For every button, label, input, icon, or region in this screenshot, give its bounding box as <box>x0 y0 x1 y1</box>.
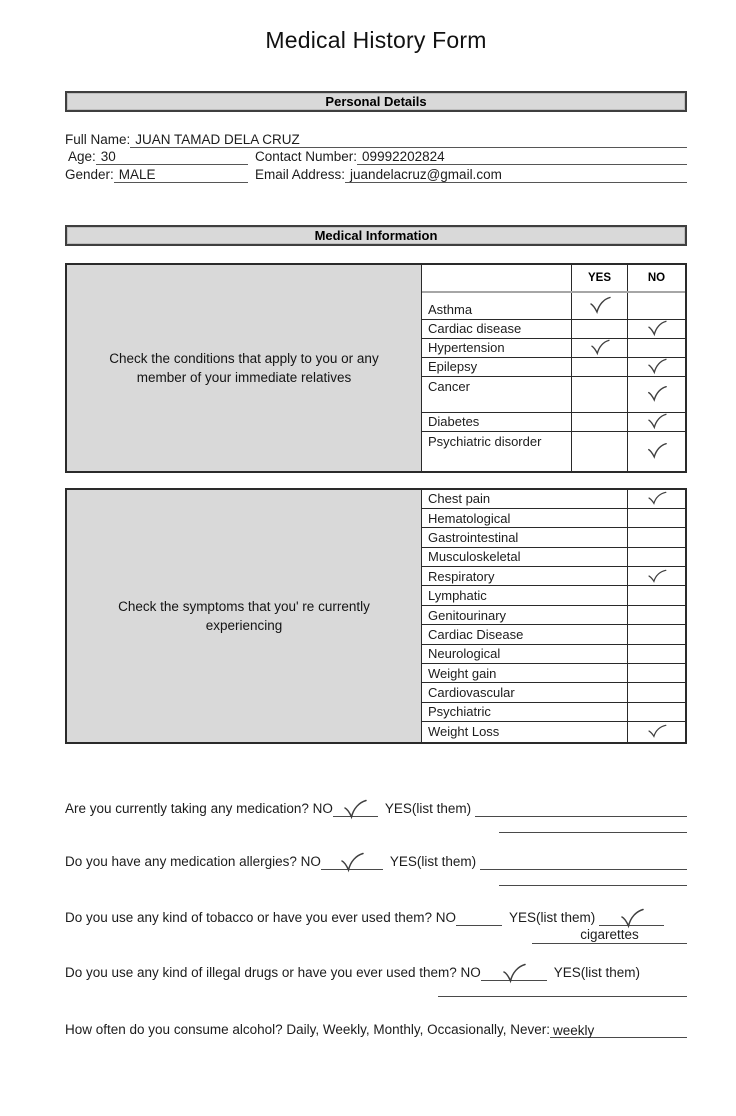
condition-yes-cell[interactable] <box>572 293 628 319</box>
questions-section <box>65 797 687 1038</box>
question-medication-text: Are you currently taking any medication? NO <box>65 800 333 816</box>
conditions-header-spacer <box>422 265 572 291</box>
tobacco-answer-line[interactable] <box>532 926 687 944</box>
allergies-yes-label: YES(list them) <box>389 853 477 869</box>
condition-row-cancer <box>422 377 685 413</box>
medical-information-header: Medical Information <box>65 225 687 246</box>
allergies-yes-blank[interactable] <box>480 855 687 870</box>
medication-continuation-row <box>65 817 687 833</box>
checkmark-icon <box>646 320 668 337</box>
symptom-check-cell[interactable] <box>628 548 685 566</box>
symptom-row <box>422 722 685 741</box>
symptom-row <box>422 548 685 567</box>
symptom-check-cell[interactable] <box>628 683 685 701</box>
condition-label: Psychiatric disorder <box>422 432 572 471</box>
medication-yes-blank[interactable] <box>475 802 687 817</box>
medication-continuation-line[interactable] <box>499 817 687 833</box>
allergies-continuation-row <box>65 870 687 886</box>
tobacco-no-blank[interactable] <box>456 911 502 926</box>
symptom-label: Gastrointestinal <box>422 528 628 546</box>
question-alcohol-text: How often do you consume alcohol? Daily, Weekly, Monthly, Occasionally, Never: <box>65 1021 550 1037</box>
condition-label: Cardiac disease <box>422 320 572 338</box>
question-drugs-text: Do you use any kind of illegal drugs or have you ever used them? NO <box>65 964 481 980</box>
symptoms-table <box>65 488 687 744</box>
tobacco-yes-blank[interactable] <box>599 911 664 926</box>
medication-yes-label: YES(list them) <box>384 800 472 816</box>
page-title: Medical History Form <box>265 27 487 53</box>
medication-answer <box>475 802 478 817</box>
symptom-check-cell[interactable] <box>628 625 685 643</box>
symptom-row <box>422 509 685 528</box>
email-field[interactable]: juandelacruz@gmail.com <box>345 167 687 183</box>
symptom-check-cell[interactable] <box>628 606 685 624</box>
symptom-row <box>422 490 685 509</box>
symptom-label: Chest pain <box>422 490 628 508</box>
full-name-field[interactable]: JUAN TAMAD DELA CRUZ <box>130 132 687 148</box>
symptoms-prompt: Check the symptoms that you' re currently experiencing <box>67 490 422 742</box>
condition-row-hypertension <box>422 339 685 358</box>
symptom-check-cell[interactable] <box>628 703 685 721</box>
question-allergies <box>65 850 687 870</box>
symptom-check-cell[interactable] <box>628 664 685 682</box>
condition-yes-cell[interactable] <box>572 377 628 412</box>
gender-label: Gender: <box>65 166 114 182</box>
full-name-label: Full Name: <box>65 131 131 147</box>
condition-no-cell[interactable] <box>628 320 685 338</box>
checkmark-icon <box>646 442 668 460</box>
medication-no-blank[interactable] <box>333 802 378 817</box>
checkmark-icon <box>646 413 668 430</box>
condition-row-epilepsy <box>422 358 685 377</box>
symptom-row <box>422 625 685 644</box>
age-contact-row <box>65 148 687 166</box>
question-alcohol <box>65 1018 687 1038</box>
symptom-row <box>422 683 685 702</box>
condition-no-cell[interactable] <box>628 293 685 319</box>
symptom-check-cell[interactable] <box>628 490 685 508</box>
question-allergies-text: Do you have any medication allergies? NO <box>65 853 321 869</box>
age-field[interactable]: 30 <box>96 149 248 165</box>
conditions-header-row <box>422 265 685 293</box>
tobacco-yes-label: YES(list them) <box>508 909 596 925</box>
symptom-row <box>422 703 685 722</box>
checkmark-icon <box>646 569 668 584</box>
email-label: Email Address: <box>255 166 346 182</box>
medical-history-form <box>65 0 687 1038</box>
tobacco-answer: cigarettes <box>580 926 639 942</box>
symptom-label: Musculoskeletal <box>422 548 628 566</box>
yes-column-header: YES <box>572 265 628 291</box>
condition-no-cell[interactable] <box>628 432 685 471</box>
condition-row-diabetes <box>422 413 685 432</box>
symptom-label: Cardiac Disease <box>422 625 628 643</box>
conditions-table <box>65 263 687 473</box>
symptom-row <box>422 645 685 664</box>
question-medication <box>65 797 687 817</box>
condition-label: Epilepsy <box>422 358 572 376</box>
symptom-label: Genitourinary <box>422 606 628 624</box>
drugs-yes-label: YES(list them) <box>553 964 641 980</box>
symptom-label: Cardiovascular <box>422 683 628 701</box>
condition-row-cardiac <box>422 320 685 339</box>
drugs-continuation-row <box>65 981 687 997</box>
checkmark-icon <box>342 799 368 820</box>
symptom-row <box>422 586 685 605</box>
symptom-row <box>422 606 685 625</box>
conditions-prompt: Check the conditions that apply to you or any member of your immediate relatives <box>67 265 422 471</box>
gender-field[interactable]: MALE <box>114 167 248 183</box>
symptom-label: Weight Loss <box>422 722 628 741</box>
checkmark-icon <box>646 491 668 506</box>
symptom-row <box>422 567 685 586</box>
checkmark-icon <box>646 724 668 739</box>
question-tobacco <box>65 906 687 926</box>
symptom-check-cell[interactable] <box>628 722 685 741</box>
question-tobacco-text: Do you use any kind of tobacco or have you ever used them? NO <box>65 909 456 925</box>
checkmark-icon <box>339 852 365 873</box>
condition-label: Diabetes <box>422 413 572 431</box>
question-drugs <box>65 961 687 981</box>
symptom-label: Neurological <box>422 645 628 663</box>
checkmark-icon <box>619 908 645 929</box>
full-name-row <box>65 130 687 148</box>
symptom-check-cell[interactable] <box>628 509 685 527</box>
checkmark-icon <box>589 339 611 356</box>
checkmark-icon <box>646 385 668 403</box>
alcohol-answer: weekly <box>552 1022 595 1038</box>
symptom-check-cell[interactable] <box>628 645 685 663</box>
condition-yes-cell[interactable] <box>572 320 628 338</box>
condition-yes-cell[interactable] <box>572 358 628 376</box>
symptom-check-cell[interactable] <box>628 528 685 546</box>
alcohol-answer-blank[interactable] <box>550 1023 687 1038</box>
symptom-row <box>422 664 685 683</box>
symptom-label: Weight gain <box>422 664 628 682</box>
condition-label: Cancer <box>422 377 572 412</box>
condition-no-cell[interactable] <box>628 358 685 376</box>
age-label: Age: <box>68 149 96 164</box>
contact-number-label: Contact Number: <box>255 149 358 164</box>
allergies-answer <box>480 855 483 870</box>
condition-label: Hypertension <box>422 339 572 357</box>
drugs-no-blank[interactable] <box>481 966 547 981</box>
allergies-continuation-line[interactable] <box>499 870 687 886</box>
condition-no-cell[interactable] <box>628 339 685 357</box>
symptom-row <box>422 528 685 547</box>
symptom-check-cell[interactable] <box>628 586 685 604</box>
symptom-label: Respiratory <box>422 567 628 585</box>
condition-no-cell[interactable] <box>628 377 685 412</box>
drugs-continuation-line[interactable] <box>438 981 687 997</box>
checkmark-icon <box>501 963 527 984</box>
condition-yes-cell[interactable] <box>572 432 628 471</box>
condition-yes-cell[interactable] <box>572 339 628 357</box>
condition-row-psychiatric <box>422 432 685 471</box>
symptom-label: Lymphatic <box>422 586 628 604</box>
symptom-check-cell[interactable] <box>628 567 685 585</box>
gender-email-row <box>65 165 687 183</box>
symptom-label: Hematological <box>422 509 628 527</box>
contact-number-field[interactable]: 09992202824 <box>357 149 687 165</box>
personal-details-fields <box>65 130 687 183</box>
personal-details-header: Personal Details <box>65 91 687 112</box>
tobacco-answer-row <box>65 926 687 944</box>
symptom-label: Psychiatric <box>422 703 628 721</box>
condition-label: Asthma <box>422 293 572 319</box>
condition-no-cell[interactable] <box>628 413 685 431</box>
allergies-no-blank[interactable] <box>321 855 383 870</box>
no-column-header: NO <box>647 271 666 284</box>
checkmark-icon <box>646 358 668 375</box>
condition-row-asthma <box>422 293 685 320</box>
checkmark-icon <box>588 296 612 315</box>
condition-yes-cell[interactable] <box>572 413 628 431</box>
